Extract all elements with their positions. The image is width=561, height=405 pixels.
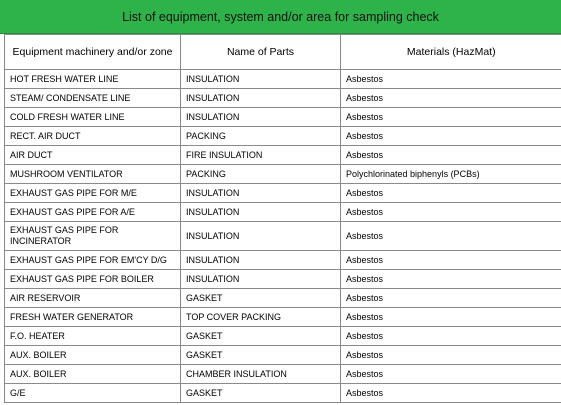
cell-equipment: AIR RESERVOIR — [5, 289, 181, 308]
cell-material: Asbestos — [341, 222, 561, 251]
cell-material: Asbestos — [341, 365, 561, 384]
cell-part: INSULATION — [181, 270, 341, 289]
cell-part: TOP COVER PACKING — [181, 308, 341, 327]
table-row — [5, 70, 561, 89]
cell-material: Asbestos — [341, 108, 561, 127]
cell-equipment: COLD FRESH WATER LINE — [5, 108, 181, 127]
cell-material: Asbestos — [341, 270, 561, 289]
cell-material: Asbestos — [341, 70, 561, 89]
cell-part: INSULATION — [181, 251, 341, 270]
cell-part: INSULATION — [181, 222, 341, 251]
table-row — [5, 346, 561, 365]
cell-material: Asbestos — [341, 308, 561, 327]
table-row — [5, 184, 561, 203]
table-row — [5, 127, 561, 146]
cell-equipment: HOT FRESH WATER LINE — [5, 70, 181, 89]
cell-part: GASKET — [181, 384, 341, 403]
cell-material: Polychlorinated biphenyls (PCBs) — [341, 165, 561, 184]
cell-equipment: EXHAUST GAS PIPE FOR BOILER — [5, 270, 181, 289]
table-title: List of equipment, system and/or area for sampling check — [0, 0, 561, 34]
cell-part: GASKET — [181, 346, 341, 365]
cell-part: PACKING — [181, 127, 341, 146]
table-row — [5, 203, 561, 222]
cell-part: CHAMBER INSULATION — [181, 365, 341, 384]
hazmat-table — [4, 34, 561, 403]
table-row — [5, 270, 561, 289]
cell-part: GASKET — [181, 289, 341, 308]
cell-equipment: FRESH WATER GENERATOR — [5, 308, 181, 327]
cell-material: Asbestos — [341, 346, 561, 365]
cell-part: PACKING — [181, 165, 341, 184]
table-row — [5, 108, 561, 127]
cell-material: Asbestos — [341, 184, 561, 203]
cell-equipment: EXHAUST GAS PIPE FOR M/E — [5, 184, 181, 203]
cell-material: Asbestos — [341, 89, 561, 108]
header-row — [5, 35, 561, 70]
table-row — [5, 89, 561, 108]
table-row — [5, 327, 561, 346]
cell-part: INSULATION — [181, 184, 341, 203]
header-materials: Materials (HazMat) — [341, 35, 561, 70]
cell-equipment: AIR DUCT — [5, 146, 181, 165]
table-row — [5, 165, 561, 184]
cell-part: GASKET — [181, 327, 341, 346]
cell-equipment: RECT. AIR DUCT — [5, 127, 181, 146]
cell-equipment: AUX. BOILER — [5, 365, 181, 384]
cell-equipment: MUSHROOM VENTILATOR — [5, 165, 181, 184]
table-row — [5, 365, 561, 384]
cell-part: INSULATION — [181, 70, 341, 89]
cell-material: Asbestos — [341, 327, 561, 346]
cell-equipment: EXHAUST GAS PIPE FOR INCINERATOR — [5, 222, 181, 251]
cell-equipment: F.O. HEATER — [5, 327, 181, 346]
table-row — [5, 289, 561, 308]
table-row — [5, 146, 561, 165]
cell-material: Asbestos — [341, 384, 561, 403]
cell-part: INSULATION — [181, 89, 341, 108]
cell-part: INSULATION — [181, 203, 341, 222]
table-row — [5, 222, 561, 251]
cell-part: INSULATION — [181, 108, 341, 127]
cell-material: Asbestos — [341, 289, 561, 308]
cell-equipment: AUX. BOILER — [5, 346, 181, 365]
table-row — [5, 384, 561, 403]
table-row — [5, 251, 561, 270]
cell-part: FIRE INSULATION — [181, 146, 341, 165]
header-equipment: Equipment machinery and/or zone — [5, 35, 181, 70]
table-row — [5, 308, 561, 327]
cell-material: Asbestos — [341, 251, 561, 270]
cell-equipment: EXHAUST GAS PIPE FOR EM'CY D/G — [5, 251, 181, 270]
cell-material: Asbestos — [341, 127, 561, 146]
cell-equipment: EXHAUST GAS PIPE FOR A/E — [5, 203, 181, 222]
cell-material: Asbestos — [341, 203, 561, 222]
cell-equipment: G/E — [5, 384, 181, 403]
cell-material: Asbestos — [341, 146, 561, 165]
cell-equipment: STEAM/ CONDENSATE LINE — [5, 89, 181, 108]
header-parts: Name of Parts — [181, 35, 341, 70]
